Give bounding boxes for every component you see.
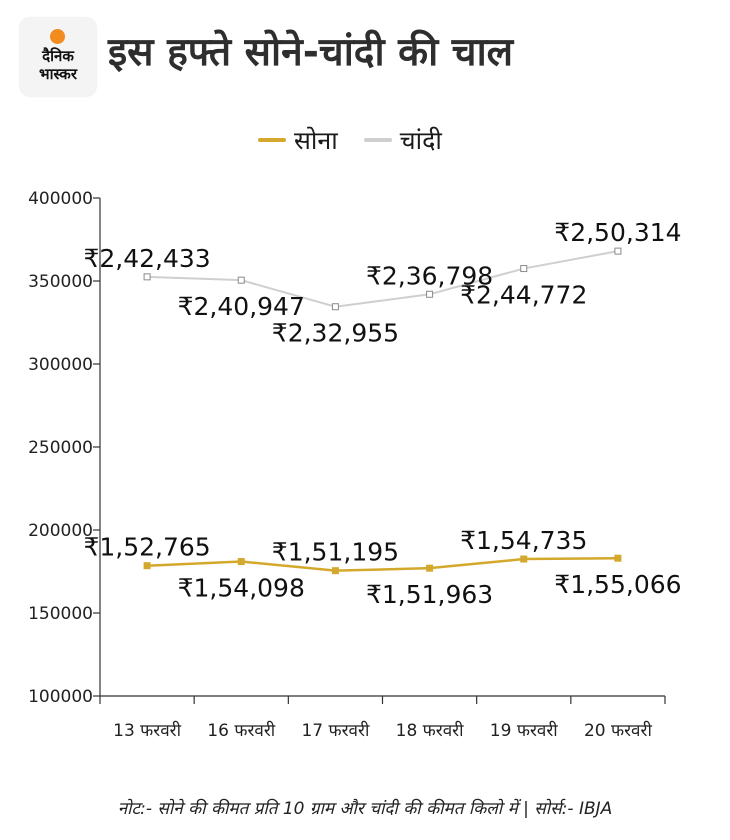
data-point-silver [427, 291, 433, 297]
data-point-silver [521, 266, 527, 272]
data-label-silver: ₹2,36,798 [365, 261, 494, 291]
y-tick-label: 100000 [28, 687, 93, 707]
footnote: नोट:- सोने की कीमत प्रति 10 ग्राम और चांदी की कीमत किलो में | सोर्स:- IBJA [117, 799, 613, 819]
data-point-silver [615, 248, 621, 254]
x-tick-label: 18 फरवरी [395, 721, 464, 741]
data-point-gold [238, 558, 245, 565]
x-tick-label: 16 फरवरी [207, 721, 276, 741]
legend-label-gold: सोना [294, 126, 338, 155]
data-point-silver [144, 274, 150, 280]
data-point-silver [332, 304, 338, 310]
series-silver [83, 218, 681, 348]
data-label-gold: ₹1,52,765 [83, 532, 211, 562]
y-tick-label: 300000 [28, 355, 93, 375]
series-gold [83, 526, 681, 609]
data-label-silver: ₹2,42,433 [83, 243, 211, 273]
y-tick-label: 350000 [28, 272, 93, 292]
x-tick-label: 13 फरवरी [113, 721, 182, 741]
data-label-silver: ₹2,44,772 [460, 280, 588, 310]
x-tick-label: 20 फरवरी [583, 721, 652, 741]
logo-text-line2: भास्कर [39, 65, 77, 83]
data-point-silver [238, 277, 244, 283]
data-label-gold: ₹1,54,735 [460, 526, 588, 556]
x-tick-label: 17 फरवरी [301, 721, 370, 741]
logo-text-line1: दैनिक [42, 47, 74, 65]
y-tick-label: 200000 [28, 521, 93, 541]
data-label-gold: ₹1,55,066 [554, 570, 682, 600]
data-point-gold [426, 565, 433, 572]
y-tick-label: 250000 [28, 438, 93, 458]
x-tick-label: 19 फरवरी [489, 721, 558, 741]
legend-label-silver: चांदी [399, 126, 442, 155]
chart-title: इस हफ्ते सोने-चांदी की चाल [108, 30, 514, 75]
data-point-gold [144, 562, 151, 569]
data-label-silver: ₹2,40,947 [177, 292, 305, 322]
y-tick-label: 150000 [28, 604, 93, 624]
data-point-gold [520, 556, 527, 563]
data-point-gold [614, 555, 621, 562]
data-point-gold [332, 567, 339, 574]
data-label-gold: ₹1,54,098 [177, 573, 305, 603]
data-label-gold: ₹1,51,195 [271, 537, 400, 567]
data-label-silver: ₹2,32,955 [271, 318, 400, 348]
data-label-gold: ₹1,51,963 [365, 580, 494, 610]
data-label-silver: ₹2,50,314 [554, 218, 682, 248]
y-tick-label: 400000 [28, 189, 93, 209]
